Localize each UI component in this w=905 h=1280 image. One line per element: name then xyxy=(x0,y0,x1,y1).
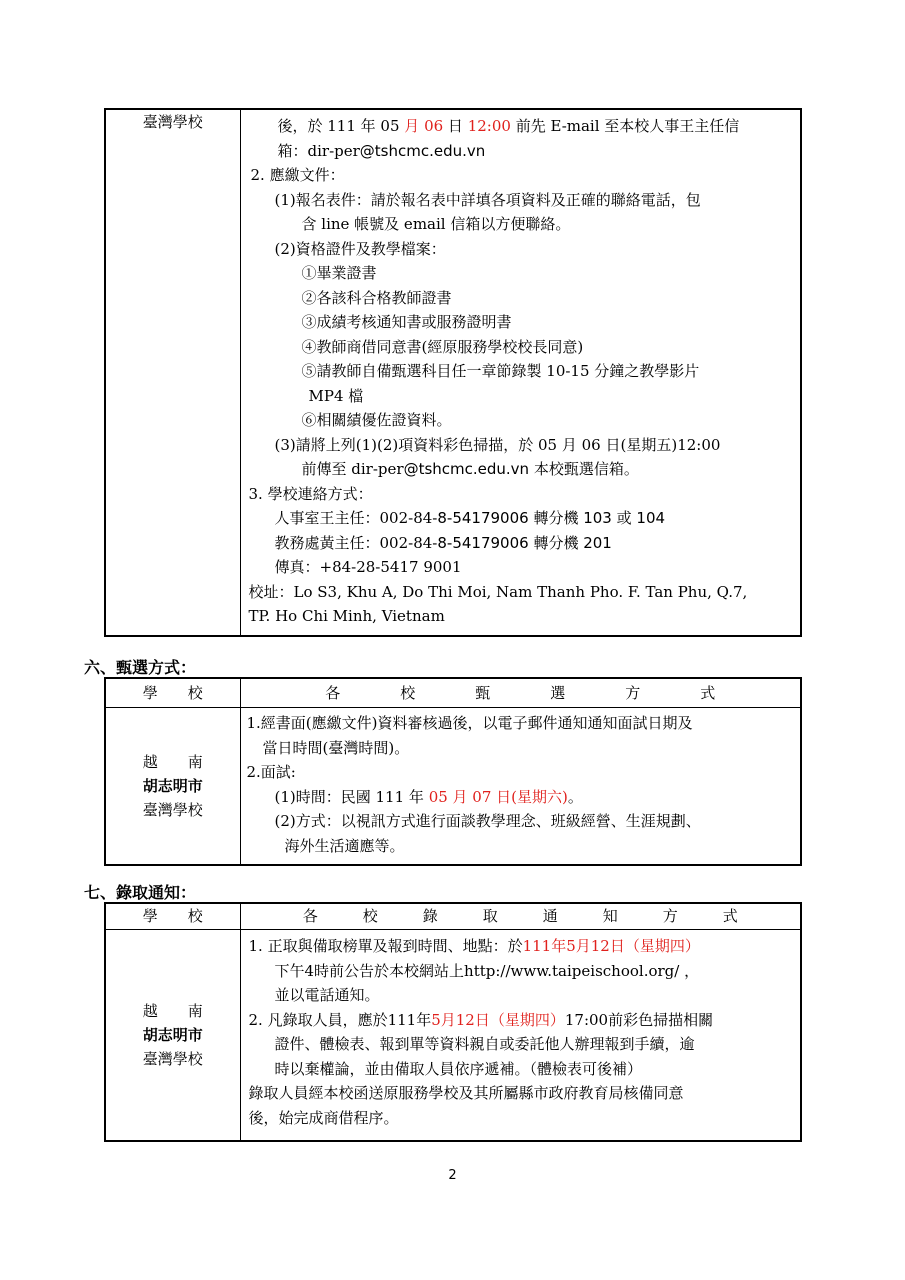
text-line xyxy=(241,834,801,859)
table-row xyxy=(105,109,801,636)
details-cell xyxy=(240,930,801,1142)
text-segment: 傳真：+84-28-5417 9001 xyxy=(274,558,462,576)
text-segment: 海外生活適應等。 xyxy=(284,836,405,855)
text-segment: 。 xyxy=(567,787,583,806)
text-segment: 201 xyxy=(583,533,612,552)
text-line xyxy=(241,1106,801,1131)
text-line xyxy=(241,139,801,164)
text-segment: 8-54179006 xyxy=(437,509,529,527)
table-row xyxy=(105,930,801,1142)
text-segment: 後，於 111 年 05 xyxy=(277,117,405,135)
text-line xyxy=(241,261,801,286)
text-segment: 104 xyxy=(636,509,666,527)
text-segment: 後，始完成商借程序。 xyxy=(248,1108,399,1127)
details-text xyxy=(241,711,801,858)
text-segment: 2.面試: xyxy=(246,763,296,781)
text-line xyxy=(241,604,801,629)
text-segment: ④教師商借同意書(經原服務學校校長同意) xyxy=(301,337,584,356)
text-segment: MP4 檔 xyxy=(308,386,364,405)
text-line xyxy=(241,384,801,409)
details-cell xyxy=(240,708,801,866)
column-header-method: 各 校 甄 選 方 式 xyxy=(240,678,801,708)
text-segment: 或 xyxy=(611,509,637,527)
text-line xyxy=(241,359,801,384)
text-line xyxy=(241,934,801,959)
text-segment: ⑤請教師自備甄選科目任一章節錄製 10-15 分鐘之教學影片 xyxy=(301,362,700,380)
section-heading-selection: 六、甄選方式： xyxy=(84,658,197,677)
text-line xyxy=(241,457,801,482)
table-header-row xyxy=(105,678,801,708)
text-line xyxy=(241,408,801,433)
school-city: 胡志明市 xyxy=(142,777,203,795)
text-line xyxy=(241,482,801,507)
text-segment: 教務處黃主任：002-84- xyxy=(274,533,438,552)
text-segment: 05 月 07 日(星期六) xyxy=(428,787,568,806)
text-line xyxy=(241,114,801,139)
text-segment: 校址：Lo S3, Khu A, Do Thi Moi, Nam Thanh Pho. F. Tan Phu, Q.7, xyxy=(248,582,748,601)
text-segment: ①畢業證書 xyxy=(301,264,377,282)
school-cell xyxy=(105,930,240,1142)
text-segment: 下午4時前公告於本校網站上http://www.taipeischool.org/ ， xyxy=(274,961,700,980)
text-segment: (2)資格證件及教學檔案： xyxy=(274,239,446,258)
text-segment: 2. 應繳文件： xyxy=(250,166,345,184)
text-segment: 本校甄選信箱。 xyxy=(529,460,639,478)
text-segment: ⑥相關績優佐證資料。 xyxy=(301,411,452,429)
school-cell xyxy=(105,708,240,866)
text-segment: 人事室王主任：002-84- xyxy=(274,509,438,527)
text-segment: 5月12日（星期四） xyxy=(431,1010,565,1029)
text-segment: 含 line 帳號及 email 信箱以方便聯絡。 xyxy=(301,215,571,233)
school-name: 臺灣學校 xyxy=(142,113,203,131)
text-segment: 錄取人員經本校函送原服務學校及其所屬縣市政府教育局核備同意 xyxy=(248,1084,684,1102)
text-segment: ②各該科合格教師證書 xyxy=(301,288,452,307)
text-segment: @tshcmc.edu.vn xyxy=(403,460,530,478)
text-segment: 箱：dir-per xyxy=(277,141,360,160)
table-header-row xyxy=(105,903,801,930)
text-line xyxy=(241,335,801,360)
text-segment: 轉分機 xyxy=(528,533,584,552)
text-line xyxy=(241,555,801,580)
text-segment: TP. Ho Chi Minh, Vietnam xyxy=(248,607,445,625)
text-line xyxy=(241,212,801,237)
school-name: 臺灣學校 xyxy=(142,801,203,819)
application-continuation-table xyxy=(104,108,802,637)
text-line xyxy=(241,163,801,188)
school-name: 臺灣學校 xyxy=(142,1050,203,1068)
text-line xyxy=(241,1081,801,1106)
admission-notice-table xyxy=(104,902,802,1142)
text-segment: 當日時間(臺灣時間)。 xyxy=(262,738,410,757)
text-line xyxy=(241,1057,801,1082)
text-line xyxy=(241,1008,801,1033)
text-line xyxy=(241,785,801,810)
text-segment: 12:00 xyxy=(467,117,511,135)
text-line xyxy=(241,286,801,311)
text-segment: 1.經書面(應繳文件)資料審核過後，以電子郵件通知通知面試日期及 xyxy=(246,714,693,732)
school-name-stack xyxy=(106,750,240,822)
text-segment: 103 xyxy=(583,509,612,527)
text-line xyxy=(241,711,801,736)
text-segment: 日 xyxy=(443,117,468,135)
text-segment: (3)請將上列(1)(2)項資料彩色掃描，於 05 月 06 日(星期五)12:00 xyxy=(274,435,721,454)
text-segment: 並以電話通知。 xyxy=(274,986,380,1004)
page-number: 2 xyxy=(448,1168,457,1183)
text-segment: 證件、體檢表、報到單等資料親自或委託他人辦理報到手續，逾 xyxy=(274,1035,695,1053)
text-segment: 8-54179006 xyxy=(437,533,529,552)
text-segment: 轉分機 xyxy=(528,509,584,527)
text-segment: (1)時間：民國 111 年 xyxy=(274,787,429,806)
school-country: 越 南 xyxy=(142,1002,203,1020)
text-segment: 前先 E-mail 至本校人事王主任信 xyxy=(510,117,740,135)
text-segment: 時以棄權論，並由備取人員依序遞補。（體檢表可後補） xyxy=(274,1059,643,1078)
text-line xyxy=(241,433,801,458)
text-line xyxy=(241,1032,801,1057)
text-segment: 1. 正取與備取榜單及報到時間、地點：於 xyxy=(248,937,523,955)
text-segment: 3. 學校連絡方式： xyxy=(248,484,373,503)
text-segment: 月 06 xyxy=(404,117,444,135)
text-segment: 2. 凡錄取人員，應於111年 xyxy=(248,1010,432,1029)
text-line xyxy=(241,310,801,335)
school-country: 越 南 xyxy=(142,753,203,771)
text-line xyxy=(241,188,801,213)
text-line xyxy=(241,809,801,834)
details-cell xyxy=(240,109,801,636)
school-city: 胡志明市 xyxy=(142,1026,203,1044)
text-line xyxy=(241,736,801,761)
column-header-school: 學 校 xyxy=(105,903,240,930)
text-line xyxy=(241,506,801,531)
text-segment: 17:00前彩色掃描相關 xyxy=(564,1010,714,1029)
table-row xyxy=(105,708,801,866)
details-text xyxy=(241,114,801,629)
text-line xyxy=(241,760,801,785)
text-line xyxy=(241,531,801,556)
details-text xyxy=(241,934,801,1130)
text-segment: (2)方式：以視訊方式進行面談教學理念、班級經營、生涯規劃、 xyxy=(274,812,701,830)
text-segment: 前傳至 dir-per xyxy=(301,460,404,478)
selection-method-table xyxy=(104,677,802,866)
text-segment: ③成績考核通知書或服務證明書 xyxy=(301,313,512,331)
text-line xyxy=(241,580,801,605)
text-segment: @tshcmc.edu.vn xyxy=(359,141,486,160)
school-name-stack xyxy=(106,999,240,1071)
text-line xyxy=(241,983,801,1008)
school-cell xyxy=(105,109,240,636)
text-segment: (1)報名表件：請於報名表中詳填各項資料及正確的聯絡電話，包 xyxy=(274,190,701,209)
text-segment: 111年5月12日（星期四） xyxy=(522,937,700,955)
column-header-school: 學 校 xyxy=(105,678,240,708)
text-line xyxy=(241,237,801,262)
column-header-notice: 各 校 錄 取 通 知 方 式 xyxy=(240,903,801,930)
text-line xyxy=(241,959,801,984)
section-heading-admission: 七、錄取通知： xyxy=(84,883,197,902)
